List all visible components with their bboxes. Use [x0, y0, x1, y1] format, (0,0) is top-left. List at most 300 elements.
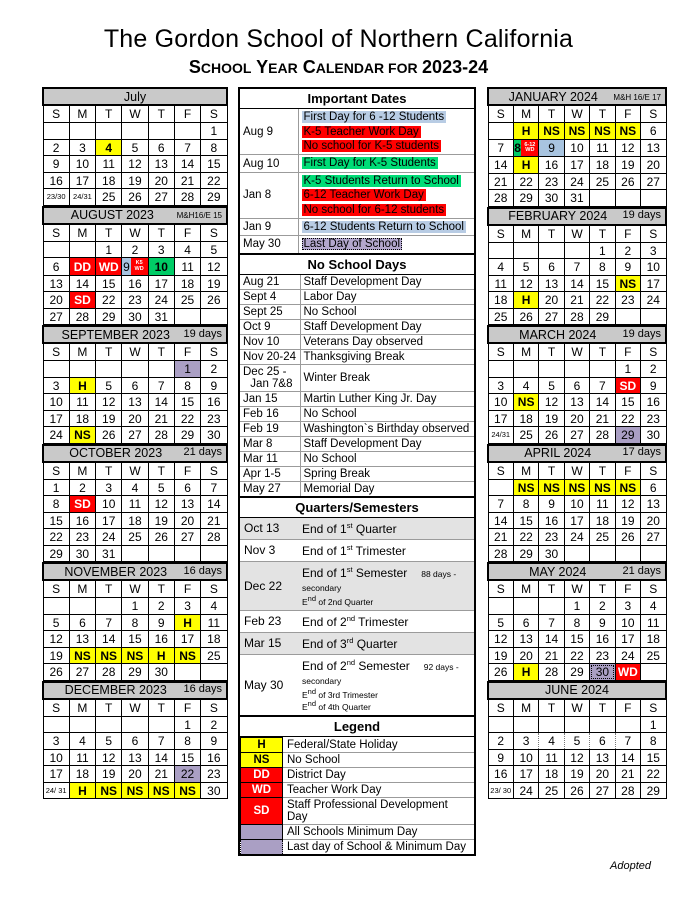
day-cell[interactable]: 3 [43, 377, 69, 394]
day-cell[interactable]: 18 [488, 292, 513, 309]
day-cell[interactable]: 13 [148, 156, 174, 173]
day-cell[interactable]: 26 [615, 173, 640, 190]
day-cell[interactable]: 12 [148, 496, 174, 513]
day-cell[interactable]: 21 [201, 512, 227, 529]
day-cell[interactable]: NS [615, 479, 640, 496]
day-cell[interactable]: 12 [201, 258, 227, 276]
day-cell[interactable]: H [513, 292, 538, 309]
day-cell[interactable]: 21 [590, 410, 615, 427]
day-cell[interactable]: 8 [174, 733, 200, 750]
day-cell[interactable]: 12 [564, 749, 589, 766]
day-cell[interactable]: 3 [615, 598, 640, 615]
day-cell[interactable]: 22 [174, 410, 200, 427]
day-cell[interactable]: 7 [148, 733, 174, 750]
day-cell[interactable]: 17 [513, 766, 538, 783]
day-cell[interactable]: 8 [43, 496, 69, 513]
day-cell[interactable]: 19 [615, 512, 640, 529]
day-cell[interactable]: 29 [174, 427, 200, 444]
day-cell[interactable]: NS [69, 427, 95, 444]
day-cell[interactable]: 1 [201, 123, 227, 140]
day-cell[interactable]: NS [69, 647, 95, 664]
day-cell[interactable]: 11 [69, 394, 95, 411]
day-cell[interactable]: 26 [615, 529, 640, 546]
day-cell[interactable]: 9 [488, 749, 513, 766]
day-cell[interactable]: 23 [615, 292, 640, 309]
day-cell[interactable]: 14 [615, 749, 640, 766]
day-cell[interactable]: 9 [201, 377, 227, 394]
day-cell[interactable]: 5 [122, 139, 148, 156]
day-cell[interactable]: 2 [43, 139, 69, 156]
day-cell[interactable]: 2 [122, 241, 148, 258]
day-cell[interactable]: 21 [488, 529, 513, 546]
day-cell[interactable]: 25 [590, 173, 615, 190]
day-cell[interactable]: 3 [488, 377, 513, 394]
day-cell[interactable]: NS [96, 782, 122, 799]
day-cell[interactable]: 12 [513, 275, 538, 292]
day-cell[interactable]: 12 [96, 749, 122, 766]
day-cell[interactable]: 14 [69, 275, 95, 292]
day-cell[interactable]: 26 [201, 292, 227, 309]
day-cell[interactable]: 4 [201, 598, 227, 615]
day-cell[interactable]: 21 [174, 172, 200, 189]
day-cell[interactable]: NS [564, 123, 589, 140]
day-cell[interactable]: H [148, 647, 174, 664]
day-cell[interactable]: 10 [488, 394, 513, 411]
day-cell[interactable]: 19 [122, 172, 148, 189]
day-cell[interactable]: 5 [96, 733, 122, 750]
day-cell[interactable]: 15 [513, 512, 538, 529]
day-cell[interactable]: 10 [69, 156, 95, 173]
day-cell[interactable]: 28 [590, 427, 615, 444]
day-cell[interactable]: 20 [641, 157, 666, 174]
day-cell[interactable]: 28 [615, 782, 640, 799]
day-cell[interactable]: 18 [590, 512, 615, 529]
day-cell[interactable]: 29 [513, 190, 538, 207]
day-cell[interactable]: 25 [590, 529, 615, 546]
day-cell[interactable]: 13 [174, 496, 200, 513]
day-cell[interactable]: 24 [615, 647, 640, 664]
day-cell[interactable]: 10 [564, 139, 589, 157]
day-cell[interactable]: DD [69, 258, 95, 276]
day-cell[interactable]: 30 [201, 782, 227, 799]
day-cell[interactable]: 26 [96, 427, 122, 444]
day-cell[interactable]: 13 [69, 631, 95, 648]
day-cell[interactable]: 16 [539, 157, 564, 174]
day-cell[interactable]: NS [96, 647, 122, 664]
day-cell[interactable]: 8 [641, 733, 666, 750]
day-cell[interactable]: 16 [201, 394, 227, 411]
day-cell[interactable]: 8 [201, 139, 227, 156]
day-cell[interactable]: 28 [148, 427, 174, 444]
day-cell[interactable]: 4 [488, 259, 513, 276]
day-cell[interactable]: 7 [96, 614, 122, 631]
day-cell[interactable]: 21 [148, 410, 174, 427]
day-cell[interactable]: 15 [122, 631, 148, 648]
day-cell[interactable]: 18 [122, 512, 148, 529]
day-cell[interactable]: 20 [539, 292, 564, 309]
day-cell[interactable]: 4 [174, 241, 200, 258]
day-cell[interactable]: H [513, 157, 538, 174]
day-cell[interactable]: 23 [590, 647, 615, 664]
day-cell[interactable]: 7 [564, 259, 589, 276]
day-cell[interactable]: 29 [122, 664, 148, 681]
day-cell[interactable]: 24 [43, 427, 69, 444]
day-cell[interactable]: 3 [641, 242, 666, 259]
day-cell[interactable]: 22 [513, 529, 538, 546]
day-cell[interactable]: 9 [615, 259, 640, 276]
day-cell[interactable]: 11 [96, 156, 122, 173]
day-cell[interactable]: 26 [488, 664, 513, 681]
day-cell[interactable]: 3 [69, 139, 95, 156]
day-cell[interactable]: 25 [513, 427, 538, 444]
day-cell[interactable]: 31 [564, 190, 589, 207]
day-cell[interactable]: 15 [174, 394, 200, 411]
day-cell[interactable]: 7 [201, 479, 227, 496]
day-cell[interactable]: 25 [174, 292, 200, 309]
day-cell[interactable]: 15 [641, 749, 666, 766]
day-cell[interactable]: 16 [43, 172, 69, 189]
day-cell[interactable]: 6 [539, 259, 564, 276]
day-cell[interactable]: H [69, 377, 95, 394]
day-cell[interactable]: 28 [201, 529, 227, 546]
day-cell[interactable]: 19 [96, 766, 122, 783]
day-cell[interactable]: 11 [590, 496, 615, 513]
day-cell[interactable]: 6 [590, 733, 615, 750]
day-cell[interactable]: 20 [564, 410, 589, 427]
day-cell[interactable]: 29 [590, 308, 615, 325]
day-cell[interactable]: 8 [122, 614, 148, 631]
day-cell[interactable]: NS [148, 782, 174, 799]
day-cell[interactable]: 11 [69, 749, 95, 766]
day-cell[interactable]: 23 [539, 173, 564, 190]
day-cell[interactable] [513, 139, 538, 157]
day-cell[interactable]: 17 [641, 275, 666, 292]
day-cell[interactable]: 4 [539, 733, 564, 750]
day-cell[interactable]: 3 [174, 598, 200, 615]
day-cell[interactable]: 11 [201, 614, 227, 631]
day-cell[interactable]: 2 [201, 716, 227, 733]
day-cell[interactable]: 11 [488, 275, 513, 292]
day-cell[interactable]: 19 [488, 647, 513, 664]
day-cell[interactable]: 10 [641, 259, 666, 276]
day-cell[interactable]: 6 [122, 733, 148, 750]
day-cell[interactable]: 4 [96, 139, 122, 156]
day-cell[interactable]: 16 [201, 749, 227, 766]
day-cell[interactable]: 5 [43, 614, 69, 631]
day-cell[interactable]: 27 [43, 308, 69, 325]
day-cell[interactable]: 3 [96, 479, 122, 496]
day-cell[interactable]: 29 [513, 545, 538, 562]
day-cell[interactable]: 5 [513, 259, 538, 276]
day-cell[interactable]: 2 [148, 598, 174, 615]
day-cell[interactable]: 26 [122, 189, 148, 206]
day-cell[interactable]: 9 [539, 139, 564, 157]
day-cell[interactable]: 6 [174, 479, 200, 496]
day-cell[interactable]: WD [96, 258, 122, 276]
day-cell[interactable]: 19 [615, 157, 640, 174]
day-cell[interactable]: 2 [201, 361, 227, 378]
day-cell[interactable]: 27 [148, 189, 174, 206]
day-cell[interactable]: SD [69, 496, 95, 513]
day-cell[interactable]: 28 [488, 190, 513, 207]
day-cell[interactable]: 9 [148, 614, 174, 631]
day-cell[interactable]: 30 [641, 427, 666, 444]
day-cell[interactable]: 9 [641, 377, 666, 394]
day-cell[interactable]: 22 [615, 410, 640, 427]
day-cell[interactable]: 23/30 [43, 189, 69, 206]
day-cell[interactable]: 24/31 [69, 189, 95, 206]
day-cell[interactable]: 22 [174, 766, 200, 783]
day-cell[interactable]: 22 [43, 529, 69, 546]
day-cell[interactable]: 17 [69, 172, 95, 189]
day-cell[interactable]: 22 [96, 292, 122, 309]
day-cell[interactable]: 30 [148, 664, 174, 681]
day-cell[interactable]: NS [615, 123, 640, 140]
day-cell[interactable]: 30 [201, 427, 227, 444]
day-cell[interactable]: NS [615, 275, 640, 292]
day-cell[interactable]: 10 [43, 749, 69, 766]
day-cell[interactable]: 23/ 30 [488, 782, 513, 799]
day-cell[interactable]: 6 [513, 614, 538, 631]
day-cell[interactable]: 13 [43, 275, 69, 292]
day-cell[interactable]: 2 [641, 361, 666, 378]
day-cell[interactable]: 15 [96, 275, 122, 292]
day-cell[interactable]: 24 [513, 782, 538, 799]
day-cell[interactable]: 19 [43, 647, 69, 664]
day-cell[interactable]: NS [539, 479, 564, 496]
day-cell[interactable]: 24 [148, 292, 174, 309]
day-cell[interactable]: 5 [488, 614, 513, 631]
day-cell[interactable]: 5 [148, 479, 174, 496]
day-cell[interactable]: 18 [96, 172, 122, 189]
day-cell[interactable]: 27 [539, 308, 564, 325]
day-cell[interactable]: 15 [43, 512, 69, 529]
day-cell[interactable]: 29 [43, 545, 69, 562]
day-cell[interactable]: 17 [96, 512, 122, 529]
day-cell[interactable]: WD [615, 664, 640, 681]
day-cell[interactable]: 19 [201, 275, 227, 292]
day-cell[interactable]: 1 [122, 598, 148, 615]
day-cell[interactable]: H [69, 782, 95, 799]
day-cell[interactable]: 1 [641, 716, 666, 733]
day-cell[interactable]: 28 [539, 664, 564, 681]
day-cell[interactable]: 10 [513, 749, 538, 766]
day-cell[interactable]: 5 [539, 377, 564, 394]
day-cell[interactable]: 29 [96, 308, 122, 325]
day-cell[interactable]: 6 [641, 123, 666, 140]
day-cell[interactable]: 2 [615, 242, 640, 259]
day-cell[interactable]: NS [174, 782, 200, 799]
day-cell[interactable]: 10 [615, 614, 640, 631]
day-cell[interactable]: 24 [564, 173, 589, 190]
day-cell[interactable]: 13 [564, 394, 589, 411]
day-cell[interactable]: 15 [564, 631, 589, 648]
day-cell[interactable]: 1 [96, 241, 122, 258]
day-cell[interactable]: 15 [201, 156, 227, 173]
day-cell[interactable]: 1 [590, 242, 615, 259]
day-cell[interactable]: 20 [43, 292, 69, 309]
day-cell[interactable]: 4 [122, 479, 148, 496]
day-cell[interactable]: 30 [539, 545, 564, 562]
day-cell[interactable]: 16 [539, 512, 564, 529]
day-cell[interactable]: H [513, 664, 538, 681]
day-cell[interactable]: 13 [122, 394, 148, 411]
day-cell[interactable]: 12 [488, 631, 513, 648]
day-cell[interactable]: 26 [148, 529, 174, 546]
day-cell[interactable]: 3 [148, 241, 174, 258]
day-cell[interactable]: 24/ 31 [43, 782, 69, 799]
day-cell[interactable]: 19 [148, 512, 174, 529]
day-cell[interactable]: 24 [96, 529, 122, 546]
day-cell[interactable]: 13 [513, 631, 538, 648]
day-cell[interactable]: 23 [539, 529, 564, 546]
day-cell[interactable]: 13 [641, 496, 666, 513]
day-cell[interactable]: 21 [148, 766, 174, 783]
day-cell[interactable]: 28 [564, 308, 589, 325]
day-cell[interactable]: 14 [201, 496, 227, 513]
day-cell[interactable]: 1 [174, 716, 200, 733]
day-cell[interactable]: 8 [590, 259, 615, 276]
day-cell[interactable]: 17 [43, 410, 69, 427]
day-cell[interactable]: 25 [201, 647, 227, 664]
day-cell[interactable]: 2 [69, 479, 95, 496]
day-cell[interactable]: 6 [122, 377, 148, 394]
day-cell[interactable]: 23 [122, 292, 148, 309]
day-cell[interactable]: 18 [69, 766, 95, 783]
day-cell[interactable]: NS [513, 394, 538, 411]
day-cell[interactable]: 26 [513, 308, 538, 325]
day-cell[interactable]: 30 [69, 545, 95, 562]
day-cell[interactable]: 12 [615, 139, 640, 157]
day-cell[interactable]: 20 [641, 512, 666, 529]
day-cell[interactable]: 3 [43, 733, 69, 750]
day-cell[interactable]: 4 [69, 733, 95, 750]
day-cell[interactable]: 14 [564, 275, 589, 292]
day-cell[interactable]: 6 [564, 377, 589, 394]
day-cell[interactable]: 11 [174, 258, 200, 276]
day-cell[interactable]: 27 [641, 173, 666, 190]
day-cell[interactable]: NS [122, 647, 148, 664]
day-cell[interactable]: 29 [615, 427, 640, 444]
day-cell[interactable]: 18 [201, 631, 227, 648]
day-cell[interactable]: 16 [69, 512, 95, 529]
day-cell[interactable]: 28 [96, 664, 122, 681]
day-cell[interactable] [122, 258, 148, 276]
day-cell[interactable]: 10 [96, 496, 122, 513]
day-cell[interactable]: 22 [513, 173, 538, 190]
day-cell[interactable]: 6 [69, 614, 95, 631]
day-cell[interactable]: 9 [590, 614, 615, 631]
day-cell[interactable]: NS [539, 123, 564, 140]
day-cell[interactable]: 22 [564, 647, 589, 664]
day-cell[interactable]: 6 [641, 479, 666, 496]
day-cell[interactable]: 21 [539, 647, 564, 664]
day-cell[interactable]: 6 [148, 139, 174, 156]
day-cell[interactable]: 19 [96, 410, 122, 427]
day-cell[interactable]: 15 [590, 275, 615, 292]
day-cell[interactable]: 7 [148, 377, 174, 394]
day-cell[interactable]: 23 [201, 410, 227, 427]
day-cell[interactable]: 18 [69, 410, 95, 427]
day-cell[interactable]: 7 [488, 496, 513, 513]
day-cell[interactable]: H [174, 614, 200, 631]
day-cell[interactable]: 28 [174, 189, 200, 206]
day-cell[interactable]: 13 [641, 139, 666, 157]
day-cell[interactable]: 25 [122, 529, 148, 546]
day-cell[interactable]: 4 [513, 377, 538, 394]
day-cell[interactable]: 6 [43, 258, 69, 276]
day-cell[interactable]: 26 [43, 664, 69, 681]
day-cell[interactable]: 12 [122, 156, 148, 173]
day-cell[interactable]: 27 [641, 529, 666, 546]
day-cell[interactable]: 13 [539, 275, 564, 292]
day-cell[interactable]: 9 [43, 156, 69, 173]
day-cell[interactable]: 17 [174, 631, 200, 648]
day-cell[interactable]: 19 [564, 766, 589, 783]
day-cell[interactable]: 13 [590, 749, 615, 766]
day-cell[interactable]: 7 [615, 733, 640, 750]
day-cell[interactable]: NS [513, 479, 538, 496]
day-cell[interactable]: 20 [122, 410, 148, 427]
day-cell[interactable]: 21 [615, 766, 640, 783]
day-cell[interactable]: 20 [122, 766, 148, 783]
day-cell[interactable]: 22 [201, 172, 227, 189]
day-cell[interactable]: 14 [539, 631, 564, 648]
day-cell[interactable]: 1 [615, 361, 640, 378]
day-cell[interactable]: 8 [174, 377, 200, 394]
day-cell[interactable]: 25 [488, 308, 513, 325]
day-cell[interactable]: 12 [43, 631, 69, 648]
day-cell[interactable]: 25 [641, 647, 666, 664]
day-cell[interactable]: 23 [69, 529, 95, 546]
day-cell[interactable]: 10 [564, 496, 589, 513]
day-cell[interactable]: 15 [174, 749, 200, 766]
day-cell[interactable]: 5 [96, 377, 122, 394]
day-cell[interactable]: 25 [96, 189, 122, 206]
day-cell[interactable]: 5 [564, 733, 589, 750]
day-cell[interactable]: 20 [590, 766, 615, 783]
day-cell[interactable]: SD [69, 292, 95, 309]
day-cell[interactable]: 17 [615, 631, 640, 648]
day-cell[interactable]: 27 [122, 427, 148, 444]
day-cell[interactable]: 8 [513, 496, 538, 513]
day-cell[interactable]: H [513, 123, 538, 140]
day-cell[interactable]: 27 [69, 664, 95, 681]
day-cell[interactable]: 5 [201, 241, 227, 258]
day-cell[interactable]: NS [564, 479, 589, 496]
day-cell[interactable]: 23 [201, 766, 227, 783]
day-cell[interactable]: 10 [148, 258, 174, 276]
day-cell[interactable]: 12 [615, 496, 640, 513]
day-cell[interactable]: 21 [488, 173, 513, 190]
day-cell[interactable]: 9 [201, 733, 227, 750]
day-cell[interactable]: 20 [148, 172, 174, 189]
day-cell[interactable]: 31 [96, 545, 122, 562]
day-cell[interactable]: 26 [564, 782, 589, 799]
day-cell[interactable]: 14 [488, 512, 513, 529]
day-cell[interactable]: 27 [590, 782, 615, 799]
day-cell[interactable]: 27 [564, 427, 589, 444]
day-cell[interactable]: 14 [174, 156, 200, 173]
day-cell[interactable]: NS [590, 123, 615, 140]
day-cell[interactable]: 30 [590, 664, 615, 681]
day-cell[interactable]: 24 [564, 529, 589, 546]
day-cell[interactable]: 14 [148, 394, 174, 411]
day-cell[interactable]: 17 [43, 766, 69, 783]
day-cell[interactable]: NS [174, 647, 200, 664]
day-cell[interactable]: 17 [564, 512, 589, 529]
day-cell[interactable]: NS [590, 479, 615, 496]
